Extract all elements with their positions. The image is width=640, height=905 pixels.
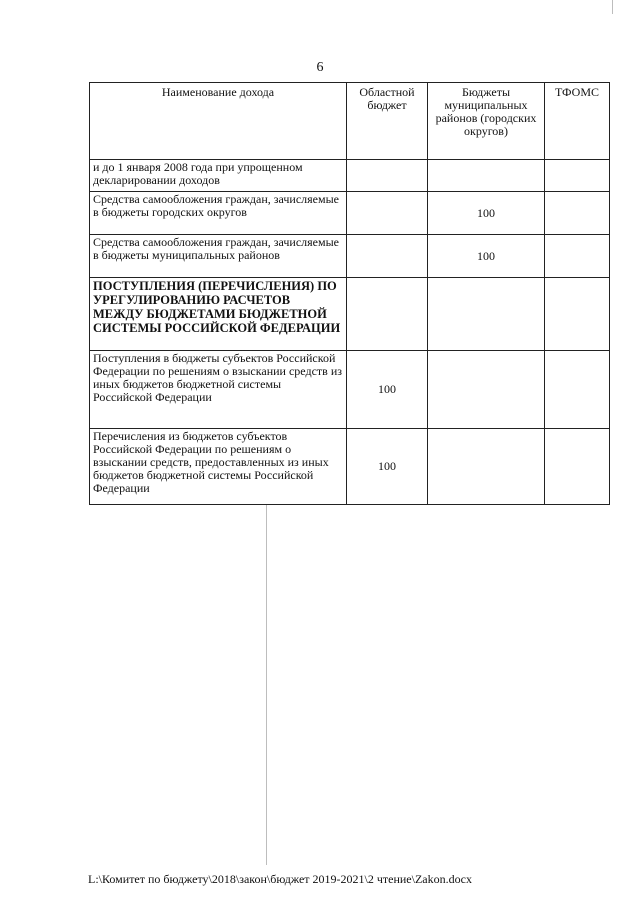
table-row — [90, 351, 610, 429]
header-income-name: Наименование дохода — [90, 83, 347, 160]
table-header-row — [90, 83, 610, 160]
row-regional-value — [347, 235, 428, 278]
row-regional-value — [347, 192, 428, 235]
row-tfoms-value — [545, 351, 610, 429]
scan-artifact-line — [612, 0, 613, 14]
row-municipal-value — [428, 278, 545, 351]
row-municipal-value — [428, 351, 545, 429]
row-regional-value — [347, 160, 428, 192]
row-tfoms-value — [545, 160, 610, 192]
row-municipal-value: 100 — [428, 235, 545, 278]
table-row — [90, 429, 610, 505]
row-income-name: Перечисления из бюджетов субъектов Российской Федерации по решениям о взыскании средств, предоставленных из иных бюджетов бюджетной системы Российской Федерации — [90, 429, 347, 505]
header-municipal-budgets: Бюджеты муниципальных районов (городских округов) — [428, 83, 545, 160]
row-regional-value — [347, 278, 428, 351]
scan-artifact-line — [266, 505, 267, 865]
table-row — [90, 192, 610, 235]
row-tfoms-value — [545, 235, 610, 278]
row-municipal-value — [428, 429, 545, 505]
row-regional-value: 100 — [347, 429, 428, 505]
income-distribution-table — [89, 82, 610, 505]
row-income-name: и до 1 января 2008 года при упрощенном декларировании доходов — [90, 160, 347, 192]
row-income-name: Поступления в бюджеты субъектов Российской Федерации по решениям о взыскании средств из иных бюджетов бюджетной системы Российской Федерации — [90, 351, 347, 429]
row-municipal-value: 100 — [428, 192, 545, 235]
row-tfoms-value — [545, 192, 610, 235]
header-regional-budget: Областной бюджет — [347, 83, 428, 160]
file-path-footer: L:\Комитет по бюджету\2018\закон\бюджет 2019-2021\2 чтение\Zakon.docx — [88, 872, 472, 886]
section-heading: ПОСТУПЛЕНИЯ (ПЕРЕЧИСЛЕНИЯ) ПО УРЕГУЛИРОВАНИЮ РАСЧЕТОВ МЕЖДУ БЮДЖЕТАМИ БЮДЖЕТНОЙ СИСТЕМЫ РОССИЙСКОЙ ФЕДЕРАЦИИ — [90, 278, 347, 351]
row-municipal-value — [428, 160, 545, 192]
row-income-name: Средства самообложения граждан, зачисляемые в бюджеты муниципальных районов — [90, 235, 347, 278]
row-tfoms-value — [545, 278, 610, 351]
row-regional-value: 100 — [347, 351, 428, 429]
row-income-name: Средства самообложения граждан, зачисляемые в бюджеты городских округов — [90, 192, 347, 235]
row-tfoms-value — [545, 429, 610, 505]
table-section-row — [90, 278, 610, 351]
page-number: 6 — [316, 60, 324, 75]
table-row — [90, 235, 610, 278]
table-row — [90, 160, 610, 192]
header-tfoms: ТФОМС — [545, 83, 610, 160]
